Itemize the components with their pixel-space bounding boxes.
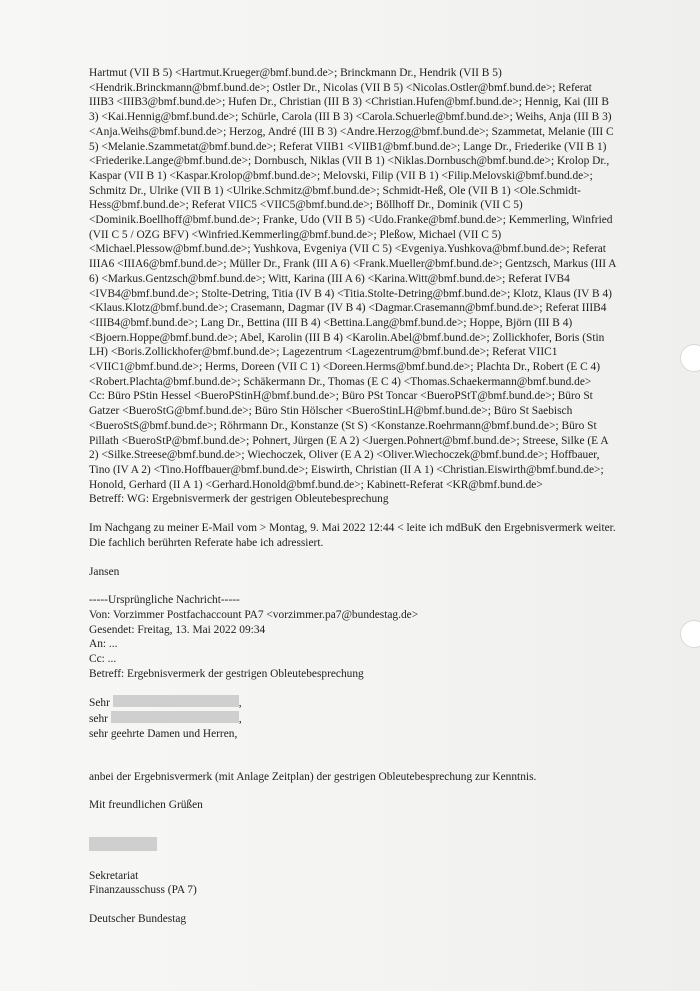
signature-redaction [89, 837, 619, 855]
salutation-2-comma: , [238, 713, 242, 726]
original-to: An: ... [89, 638, 118, 651]
redaction-block [89, 837, 157, 851]
punch-hole [680, 344, 700, 372]
punch-hole [680, 620, 700, 648]
original-subject: Betreff: Ergebnisvermerk der gestrigen Obleutebesprechung [89, 667, 364, 680]
salutation-1-comma: , [238, 697, 242, 710]
salutation-1-prefix: Sehr [89, 697, 110, 710]
salutation-2 [89, 711, 619, 727]
signature-line-1: Sekretariat [89, 869, 139, 882]
salutation-2-prefix: sehr [89, 713, 108, 726]
original-sent: Gesendet: Freitag, 13. Mai 2022 09:34 [89, 623, 266, 636]
cc-list: Cc: Büro PStin Hessel <BueroPStinH@bmf.bund.de>; Büro PSt Toncar <BueroPStT@bmf.bund.de>; Büro St Gatzer <BueroStG@bmf.bund.de>; Büro Stin Hölscher <BueroStinLH@bmf.bund.de>; Büro St Saebisch <BueroStS@bmf.bund.de>; Röhrmann Dr., Konstanze (St S) <Konstanze.Roehrmann@bmf.bund.de>; Büro St Pillath <BueroStP@bmf.bund.de>; Pohnert, Jürgen (E A 2) <Juergen.Pohnert@bmf.bund.de>; Streese, Silke (E A 2) <Silke.Streese@bmf.bund.de>; Wiechoczek, Oliver (E A 2) <Oliver.Wiechoczek@bmf.bund.de>; Hoffbauer, Tino (IV A 2) <Tino.Hoffbauer@bmf.bund.de>; Eiswirth, Christian (II A 1) <Christian.Eiswirth@bmf.bund.de>; Honold, Gerhard (II A 1) <Gerhard.Honold@bmf.bund.de>; Kabinett-Referat <KR@bmf.bund.de> [89, 390, 608, 491]
forward-subject: Betreff: WG: Ergebnisvermerk der gestrigen Obleutebesprechung [89, 493, 389, 506]
salutation-1 [89, 695, 619, 711]
original-from: Von: Vorzimmer Postfachaccount PA7 <vorzimmer.pa7@bundestag.de> [89, 608, 419, 621]
signature-line-2: Finanzausschuss (PA 7) [89, 884, 197, 897]
original-cc: Cc: ... [89, 653, 117, 666]
original-text: anbei der Ergebnisvermerk (mit Anlage Zeitplan) der gestrigen Obleutebesprechung zur Kenntnis. [89, 770, 537, 783]
intro-paragraph: Im Nachgang zu meiner E-Mail vom > Montag, 9. Mai 2022 12:44 < leite ich mdBuK den Ergebnisvermerk weiter. Die fachlich berührten Referate habe ich adressiert. [89, 522, 616, 549]
recipient-list: Hartmut (VII B 5) <Hartmut.Krueger@bmf.bund.de>; Brinckmann Dr., Hendrik (VII B 5) <Hendrik.Brinckmann@bmf.bund.de>; Ostler Dr., Nicolas (VII B 5) <Nicolas.Ostler@bmf.bund.de>; Referat IIIB3 <IIIB3@bmf.bund.de>; Hufen Dr., Christian (III B 3) <Christian.Hufen@bmf.bund.de>; Hennig, Kai (III B 3) <Kai.Hennig@bmf.bund.de>; Schürle, Carola (III B 3) <Carola.Schuerle@bmf.bund.de>; Weihs, Anja (III B 3) <Anja.Weihs@bmf.bund.de>; Herzog, André (III B 3) <Andre.Herzog@bmf.bund.de>; Szammetat, Melanie (III C 5) <Melanie.Szammetat@bmf.bund.de>; Referat VIIB1 <VIIB1@bmf.bund.de>; Lange Dr., Friederike (VII B 1) <Friederike.Lange@bmf.bund.de>; Dornbusch, Niklas (VII B 1) <Niklas.Dornbusch@bmf.bund.de>; Krolop Dr., Kaspar (VII B 1) <Kaspar.Krolop@bmf.bund.de>; Melovski, Filip (VII B 1) <Filip.Melovski@bmf.bund.de>; Schmitz Dr., Ulrike (VII B 1) <Ulrike.Schmitz@bmf.bund.de>; Schmidt-Heß, Ole (VII B 1) <Ole.Schmidt-Hess@bmf.bund.de>; Referat VIIC5 <VIIC5@bmf.bund.de>; Böllhoff Dr., Dominik (VII C 5) <Dominik.Boellhoff@bmf.bund.de>; Franke, Udo (VII B 5) <Udo.Franke@bmf.bund.de>; Kemmerling, Winfried (VII C 5 / OZG BFV) <Winfried.Kemmerling@bmf.bund.de>; Pleßow, Michael (VII C 5) <Michael.Plessow@bmf.bund.de>; Yushkova, Evgeniya (VII C 5) <Evgeniya.Yushkova@bmf.bund.de>; Referat IIIA6 <IIIA6@bmf.bund.de>; Müller Dr., Frank (III A 6) <Frank.Mueller@bmf.bund.de>; Gentzsch, Markus (III A 6) <Markus.Gentzsch@bmf.bund.de>; Witt, Karina (III A 6) <Karina.Witt@bmf.bund.de>; Referat IVB4 <IVB4@bmf.bund.de>; Stolte-Detring, Titia (IV B 4) <Titia.Stolte-Detring@bmf.bund.de>; Klotz, Klaus (IV B 4) <Klaus.Klotz@bmf.bund.de>; Crasemann, Dagmar (IV B 4) <Dagmar.Crasemann@bmf.bund.de>; Referat IIIB4 <IIIB4@bmf.bund.de>; Lang Dr., Bettina (III B 4) <Bettina.Lang@bmf.bund.de>; Hoppe, Björn (III B 4) <Bjoern.Hoppe@bmf.bund.de>; Abel, Karolin (III B 4) <Karolin.Abel@bmf.bund.de>; Zollickhofer, Boris (Stin LH) <Boris.Zollickhofer@bmf.bund.de>; Lagezentrum <Lagezentrum@bmf.bund.de>; Referat VIIC1 <VIIC1@bmf.bund.de>; Herms, Doreen (VII C 1) <Doreen.Herms@bmf.bund.de>; Plachta Dr., Robert (E C 4) <Robert.Plachta@bmf.bund.de>; Schäkermann Dr., Thomas (E C 4) <Thomas.Schaekermann@bmf.bund.de> [89, 67, 616, 388]
redaction-block [113, 695, 239, 707]
signature-line-3: Deutscher Bundestag [89, 913, 187, 926]
closing: Mit freundlichen Grüßen [89, 799, 203, 812]
salutation-3: sehr geehrte Damen und Herren, [89, 727, 238, 740]
email-printout [89, 66, 619, 927]
sender-signature: Jansen [89, 565, 120, 578]
redaction-block [111, 711, 239, 723]
original-message-separator: -----Ursprüngliche Nachricht----- [89, 594, 240, 607]
